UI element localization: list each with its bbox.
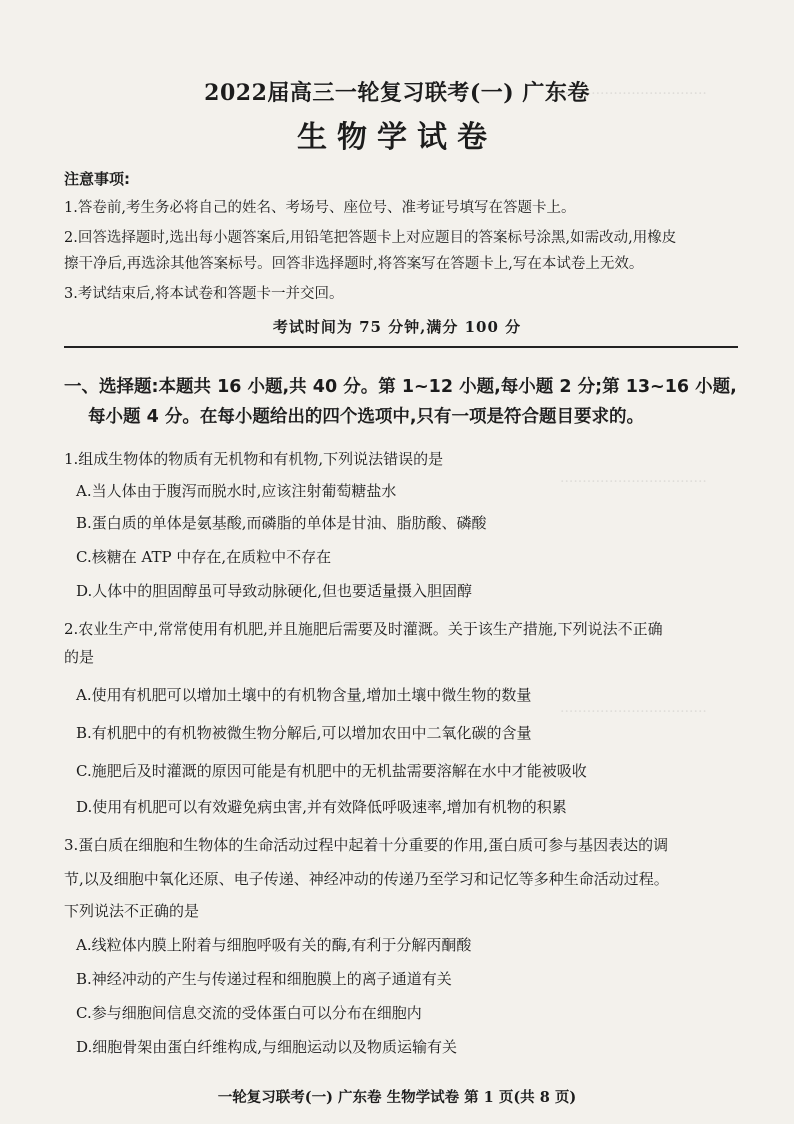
section-line: 一、选择题:本题共 16 小题,共 40 分。第 1~12 小题,每小题 2 分;第 13~16 小题, <box>64 377 737 397</box>
note-item: 擦干净后,再选涂其他答案标号。回答非选择题时,将答案写在答题卡上,写在本试卷上无效。 <box>64 256 644 272</box>
bleed-through: ................................. <box>560 82 707 98</box>
bleed-through: ................................. <box>560 470 707 486</box>
page-footer: 一轮复习联考(一) 广东卷 生物学试卷 第 1 页(共 8 页) <box>217 1089 577 1106</box>
question-stem: 的是 <box>64 648 95 666</box>
option-a: A.线粒体内膜上附着与细胞呼吸有关的酶,有利于分解丙酮酸 <box>76 936 472 954</box>
note-item: 3.考试结束后,将本试卷和答题卡一并交回。 <box>64 286 344 302</box>
option-b: B.蛋白质的单体是氨基酸,而磷脂的单体是甘油、脂肪酸、磷酸 <box>76 514 487 532</box>
note-item: 1.答卷前,考生务必将自己的姓名、考场号、座位号、准考证号填写在答题卡上。 <box>64 200 576 216</box>
divider <box>64 346 738 348</box>
bleed-through: ................................. <box>560 700 707 716</box>
notes-heading: 注意事项: <box>64 170 130 188</box>
option-b: B.神经冲动的产生与传递过程和细胞膜上的离子通道有关 <box>76 970 452 988</box>
question-stem: 节,以及细胞中氧化还原、电子传递、神经冲动的传递乃至学习和记忆等多种生命活动过程。 <box>64 870 669 888</box>
question-stem: 2.农业生产中,常常使用有机肥,并且施肥后需要及时灌溉。关于该生产措施,下列说法不正确 <box>64 620 663 638</box>
option-a: A.使用有机肥可以增加土壤中的有机物含量,增加土壤中微生物的数量 <box>76 686 532 704</box>
option-c: C.施肥后及时灌溉的原因可能是有机肥中的无机盐需要溶解在水中才能被吸收 <box>76 762 587 780</box>
subject-title: 生物学试卷 <box>297 120 497 155</box>
section-heading <box>64 372 754 432</box>
question-stem: 1.组成生物体的物质有无机物和有机物,下列说法错误的是 <box>64 450 444 468</box>
note-item: 2.回答选择题时,选出每小题答案后,用铅笔把答题卡上对应题目的答案标号涂黑,如需改动,用橡皮 <box>64 230 677 246</box>
question-stem: 3.蛋白质在细胞和生物体的生命活动过程中起着十分重要的作用,蛋白质可参与基因表达的调 <box>64 836 669 854</box>
option-d: D.使用有机肥可以有效避免病虫害,并有效降低呼吸速率,增加有机物的积累 <box>76 798 567 816</box>
section-line: 每小题 4 分。在每小题给出的四个选项中,只有一项是符合题目要求的。 <box>88 407 645 427</box>
option-d: D.细胞骨架由蛋白纤维构成,与细胞运动以及物质运输有关 <box>76 1038 458 1056</box>
option-d: D.人体中的胆固醇虽可导致动脉硬化,但也要适量摄入胆固醇 <box>76 582 473 600</box>
exam-time: 考试时间为 75 分钟,满分 100 分 <box>272 318 522 336</box>
option-c: C.参与细胞间信息交流的受体蛋白可以分布在细胞内 <box>76 1004 422 1022</box>
question-stem: 下列说法不正确的是 <box>64 902 200 920</box>
option-a: A.当人体由于腹泻而脱水时,应该注射葡萄糖盐水 <box>76 482 397 500</box>
option-c: C.核糖在 ATP 中存在,在质粒中不存在 <box>76 548 332 566</box>
option-b: B.有机肥中的有机物被微生物分解后,可以增加农田中二氧化碳的含量 <box>76 724 532 742</box>
exam-title: 2022届高三一轮复习联考(一) 广东卷 <box>204 80 590 106</box>
